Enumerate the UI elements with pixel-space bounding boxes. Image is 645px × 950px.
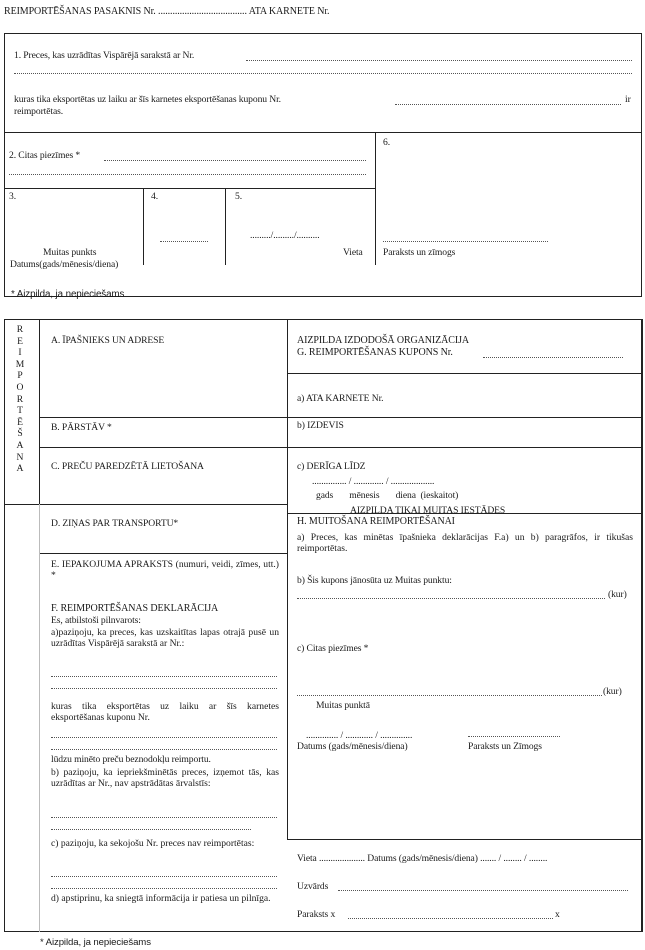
declaration-b: b) paziņoju, ka iepriekšminētās preces, izņemot tās, kas uzrādītas ar Nr., nav apstrādātas ārvalstīs: xyxy=(51,767,279,790)
customs-point-label: Muitas punkts xyxy=(43,247,97,258)
field-2-label: 2. Citas piezīmes * xyxy=(9,150,81,161)
representative-label: B. PĀRSTĀV * xyxy=(51,422,112,433)
valid-until-label: c) DERĪGA LĪDZ xyxy=(297,461,366,472)
issuer-heading: AIZPILDA IZDODOŠĀ ORGANIZĀCIJA xyxy=(297,335,469,346)
vertical-reimportesana-label: R E I M P O R T Ē Š A N A xyxy=(15,324,25,475)
place-label: Vieta xyxy=(343,247,363,258)
surname-label: Uzvārds xyxy=(297,881,329,892)
clearance-b: b) Šis kupons jānosūta uz Muitas punktu: xyxy=(297,575,452,586)
field-6-label: 6. xyxy=(383,137,390,148)
declaration-title: F. REIMPORTĒŠANAS DEKLARĀCIJA xyxy=(51,603,219,614)
date-label-right: Datums (gads/mēnesis/diena) xyxy=(297,741,408,752)
declaration-d: d) apstiprinu, ka sniegtā informācija ir patiesa un pilnīga. xyxy=(51,893,271,904)
reimport-coupon-label: G. REIMPORTĒŠANAS KUPONS Nr. xyxy=(297,347,453,358)
intended-use-label: C. PREČU PAREDZĒTĀ LIETOŠANA xyxy=(51,461,204,472)
customs-point-right: Muitas punktā xyxy=(316,700,370,711)
customs-clearance-title: H. MUITOŠANA REIMPORTĒŠANAI xyxy=(297,516,455,527)
owner-address-label: A. ĪPAŠNIEKS UN ADRESE xyxy=(51,335,165,346)
date-dots: ........./........./.......... xyxy=(250,230,320,241)
declaration-c: c) paziņoju, ka sekojošu Nr. preces nav reimportētas: xyxy=(51,838,255,849)
form-title: REIMPORTĒŠANAS PASAKNIS Nr. ..................................... ATA KARNETE Nr. xyxy=(4,6,330,17)
declaration-exported: kuras tika eksportētas uz laiku ar šīs karnetes eksportēšanas kuponu Nr. xyxy=(51,701,279,724)
issued-by-label: b) IZDEVIS xyxy=(297,420,344,431)
ata-carnet-label: a) ATA KARNETE Nr. xyxy=(297,393,384,404)
footnote-bottom: * Aizpilda, ja nepieciešams xyxy=(40,937,151,948)
field-1-label: 1. Preces, kas uzrādītas Vispārējā sarakstā ar Nr. xyxy=(14,50,195,61)
signature-line: Paraksts x xyxy=(297,909,336,920)
clearance-a: a) Preces, kas minētas īpašnieka deklarācijas F.a) un b) paragrāfos, ir tikušas reimportētas. xyxy=(297,532,633,555)
packaging-label: E. IEPAKOJUMA APRAKSTS (numuri, veidi, zīmes, utt.) * xyxy=(51,559,279,582)
declaration-a: a)paziņoju, ka preces, kas uzskaitītas lapas otrajā pusē un uzrādītas Vispārējā sarakstā ar Nr.: xyxy=(51,627,279,650)
clearance-other-remarks: c) Citas piezīmes * xyxy=(297,643,369,654)
place-date-line: Vieta .................... Datums (gads/mēnesis/diena) ....... / ........ / ........ xyxy=(297,853,548,864)
transport-label: D. ZIŅAS PAR TRANSPORTU* xyxy=(51,518,179,529)
signature-stamp-right: Paraksts un Zīmogs xyxy=(468,741,542,752)
footnote: * Aizpilda, ja nepieciešams xyxy=(11,289,125,300)
date-label: Datums(gads/mēnesis/diena) xyxy=(10,259,119,270)
field-1-exported-text: kuras tika eksportētas uz laiku ar šīs karnetes eksportēšanas kuponu Nr. xyxy=(14,94,281,105)
customs-only-heading: AIZPILDA TIKAI MUITAS IESTĀDES xyxy=(350,505,506,516)
signature-stamp-label: Paraksts un zīmogs xyxy=(383,247,456,258)
